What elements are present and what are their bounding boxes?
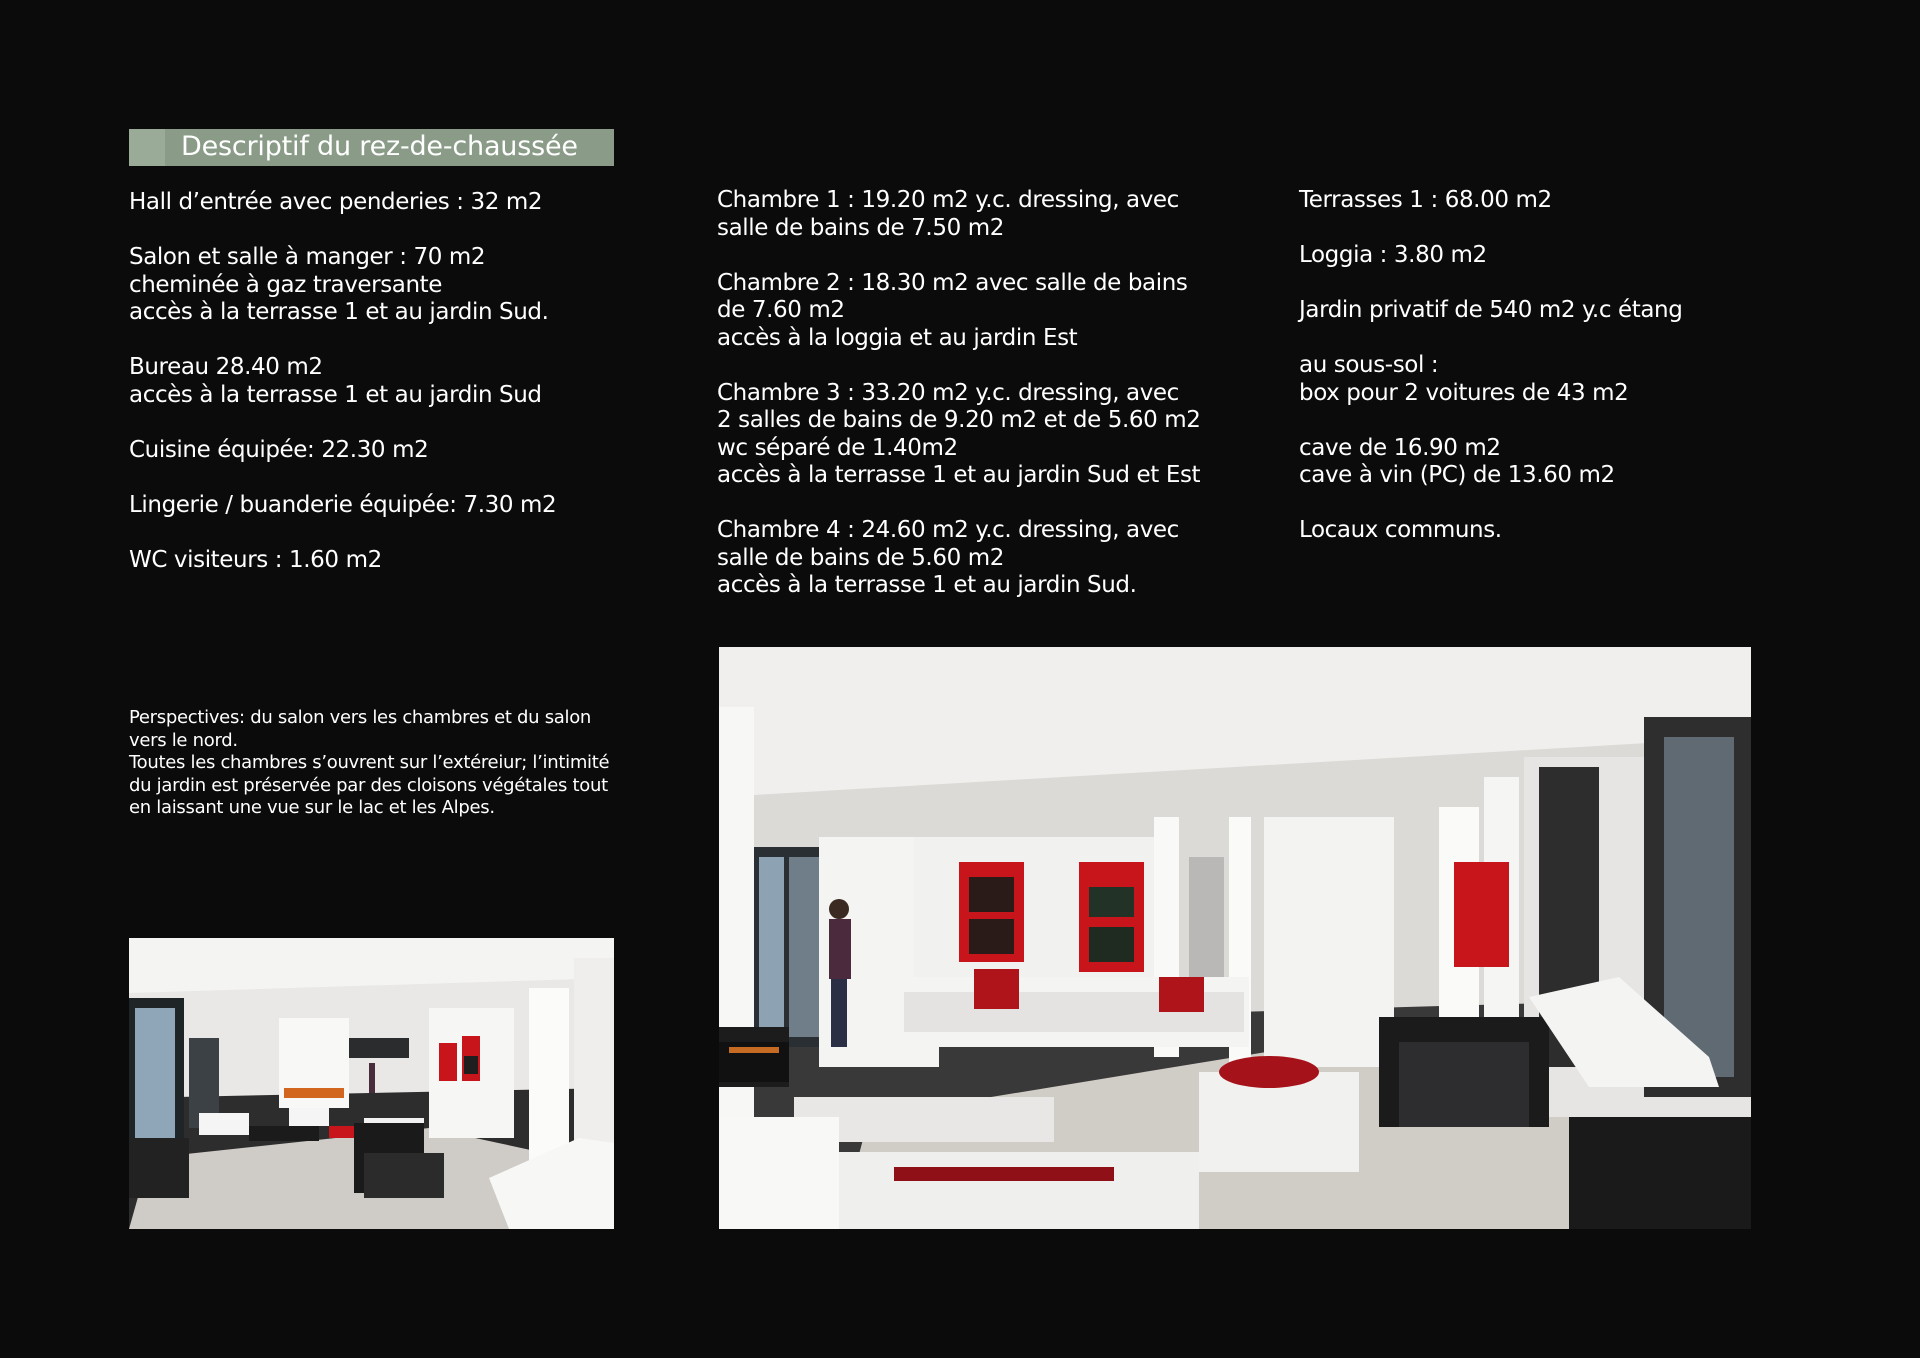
text-line: cave de 16.90 m2 (1299, 434, 1501, 461)
interior-render-large (719, 647, 1751, 1229)
text-line: accès à la terrasse 1 et au jardin Sud et Est (717, 462, 1201, 488)
text-line: de 7.60 m2 (717, 297, 845, 323)
paragraph-bureau (129, 354, 589, 409)
text-line: box pour 2 voitures de 43 m2 (1299, 379, 1629, 406)
text-line: cheminée à gaz traversante (129, 271, 443, 298)
text-line: Lingerie / buanderie équipée: 7.30 m2 (129, 491, 557, 518)
column-bedrooms (717, 187, 1202, 627)
text-line: accès à la terrasse 1 et au jardin Sud (129, 381, 542, 408)
caption-line: vers le nord. (129, 729, 238, 751)
render-small-illustration (129, 938, 614, 1229)
paragraph-locaux (1299, 517, 1739, 545)
text-line: cave à vin (PC) de 13.60 m2 (1299, 462, 1615, 488)
text-line: Salon et salle à manger : 70 m2 (129, 244, 486, 270)
perspectives-caption (129, 707, 614, 820)
paragraph-chambre-3 (717, 380, 1202, 490)
paragraph-caves (1299, 435, 1739, 490)
text-line: accès à la terrasse 1 et au jardin Sud. (129, 299, 549, 325)
text-line: Locaux communs. (1299, 517, 1502, 543)
column-ground-floor-rooms (129, 189, 589, 602)
text-line: Terrasses 1 : 68.00 m2 (1299, 187, 1552, 213)
text-line: Jardin privatif de 540 m2 y.c étang (1299, 297, 1683, 323)
header-band-accent (129, 129, 165, 166)
paragraph-wc (129, 547, 589, 575)
text-line: Chambre 1 : 19.20 m2 y.c. dressing, avec (717, 187, 1179, 213)
text-line: salle de bains de 5.60 m2 (717, 544, 1004, 571)
interior-render-small (129, 938, 614, 1229)
text-line: Hall d’entrée avec penderies : 32 m2 (129, 189, 543, 215)
paragraph-sous-sol (1299, 352, 1739, 407)
text-line: Bureau 28.40 m2 (129, 354, 323, 380)
paragraph-lingerie (129, 492, 589, 520)
text-line: salle de bains de 7.50 m2 (717, 214, 1004, 241)
caption-line: Toutes les chambres s’ouvrent sur l’extéreiur; l’intimité (129, 752, 610, 773)
paragraph-chambre-2 (717, 270, 1202, 353)
text-line: Chambre 4 : 24.60 m2 y.c. dressing, avec (717, 517, 1179, 543)
caption-line: Perspectives: du salon vers les chambres et du salon (129, 707, 592, 728)
text-line: Loggia : 3.80 m2 (1299, 242, 1487, 268)
column-exterior-and-basement (1299, 187, 1739, 572)
caption-line: en laissant une vue sur le lac et les Alpes. (129, 797, 495, 818)
paragraph-chambre-1 (717, 187, 1202, 242)
text-line: wc séparé de 1.40m2 (717, 434, 958, 461)
render-large-illustration (719, 647, 1751, 1229)
text-line: au sous-sol : (1299, 352, 1439, 378)
paragraph-hall (129, 189, 589, 217)
section-title: Descriptif du rez-de-chaussée (181, 131, 578, 162)
text-line: Chambre 2 : 18.30 m2 avec salle de bains (717, 269, 1188, 296)
text-line: accès à la loggia et au jardin Est (717, 324, 1078, 351)
paragraph-cuisine (129, 437, 589, 465)
paragraph-chambre-4 (717, 517, 1202, 600)
caption-line: du jardin est préservée par des cloisons végétales tout (129, 774, 608, 796)
paragraph-terrasses (1299, 187, 1739, 215)
paragraph-jardin (1299, 297, 1739, 325)
text-line: accès à la terrasse 1 et au jardin Sud. (717, 572, 1137, 598)
paragraph-loggia (1299, 242, 1739, 270)
text-line: WC visiteurs : 1.60 m2 (129, 546, 382, 573)
text-line: Cuisine équipée: 22.30 m2 (129, 436, 429, 463)
text-line: 2 salles de bains de 9.20 m2 et de 5.60 m2 (717, 407, 1201, 433)
text-line: Chambre 3 : 33.20 m2 y.c. dressing, avec (717, 379, 1179, 406)
paragraph-salon (129, 244, 589, 327)
